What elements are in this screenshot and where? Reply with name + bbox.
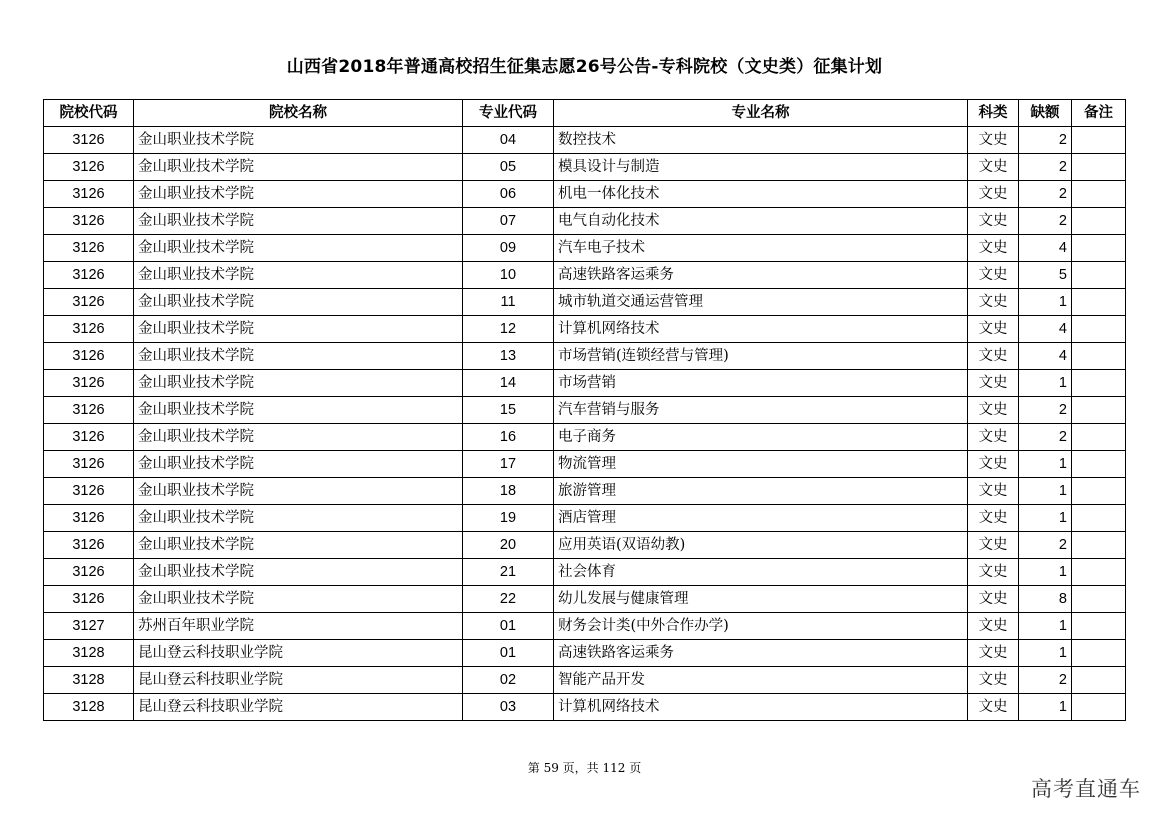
school-name-cell: 金山职业技术学院 [134, 289, 463, 316]
major-name-cell: 高速铁路客运乘务 [554, 640, 968, 667]
note-cell [1072, 559, 1126, 586]
major-name-cell: 电气自动化技术 [554, 208, 968, 235]
school-name-cell: 金山职业技术学院 [134, 154, 463, 181]
table-row [44, 262, 1126, 289]
quota-cell: 1 [1019, 505, 1072, 532]
page-footer: 第 59 页，共 112 页 [527, 761, 642, 775]
quota-cell: 1 [1019, 370, 1072, 397]
table-row [44, 289, 1126, 316]
note-cell [1072, 262, 1126, 289]
table-row [44, 694, 1126, 721]
major-name-cell: 市场营销(连锁经营与管理) [554, 343, 968, 370]
quota-cell: 1 [1019, 289, 1072, 316]
table-header-row [44, 100, 1126, 127]
quota-cell: 1 [1019, 478, 1072, 505]
school-name-cell: 金山职业技术学院 [134, 424, 463, 451]
major-code-cell: 02 [463, 667, 554, 694]
school-code-cell: 3126 [44, 289, 134, 316]
school-code-cell: 3126 [44, 370, 134, 397]
school-code-cell: 3126 [44, 451, 134, 478]
major-name-cell: 高速铁路客运乘务 [554, 262, 968, 289]
school-name-cell: 金山职业技术学院 [134, 586, 463, 613]
school-code-cell: 3126 [44, 559, 134, 586]
subject-cell: 文史 [968, 505, 1019, 532]
school-name-cell: 昆山登云科技职业学院 [134, 667, 463, 694]
table-row [44, 154, 1126, 181]
school-name-cell: 金山职业技术学院 [134, 532, 463, 559]
subject-cell: 文史 [968, 235, 1019, 262]
table-row [44, 370, 1126, 397]
note-cell [1072, 127, 1126, 154]
school-name-cell: 金山职业技术学院 [134, 208, 463, 235]
major-code-cell: 22 [463, 586, 554, 613]
major-code-cell: 04 [463, 127, 554, 154]
major-code-cell: 09 [463, 235, 554, 262]
school-name-cell: 苏州百年职业学院 [134, 613, 463, 640]
table-row [44, 235, 1126, 262]
subject-cell: 文史 [968, 478, 1019, 505]
quota-cell: 1 [1019, 640, 1072, 667]
school-name-cell: 金山职业技术学院 [134, 235, 463, 262]
subject-cell: 文史 [968, 208, 1019, 235]
note-cell [1072, 586, 1126, 613]
major-name-cell: 物流管理 [554, 451, 968, 478]
header-quota: 缺额 [1019, 100, 1072, 127]
note-cell [1072, 208, 1126, 235]
major-name-cell: 数控技术 [554, 127, 968, 154]
table-row [44, 613, 1126, 640]
table-row [44, 181, 1126, 208]
school-name-cell: 金山职业技术学院 [134, 127, 463, 154]
note-cell [1072, 640, 1126, 667]
major-code-cell: 13 [463, 343, 554, 370]
school-code-cell: 3128 [44, 640, 134, 667]
quota-cell: 4 [1019, 316, 1072, 343]
quota-cell: 2 [1019, 181, 1072, 208]
major-code-cell: 20 [463, 532, 554, 559]
table-body [44, 127, 1126, 721]
school-name-cell: 金山职业技术学院 [134, 505, 463, 532]
major-code-cell: 03 [463, 694, 554, 721]
major-name-cell: 市场营销 [554, 370, 968, 397]
major-code-cell: 05 [463, 154, 554, 181]
major-code-cell: 12 [463, 316, 554, 343]
major-code-cell: 21 [463, 559, 554, 586]
note-cell [1072, 451, 1126, 478]
table-row [44, 532, 1126, 559]
table-row [44, 559, 1126, 586]
header-major-name: 专业名称 [554, 100, 968, 127]
major-name-cell: 模具设计与制造 [554, 154, 968, 181]
subject-cell: 文史 [968, 640, 1019, 667]
note-cell [1072, 532, 1126, 559]
school-code-cell: 3126 [44, 586, 134, 613]
quota-cell: 1 [1019, 694, 1072, 721]
major-code-cell: 10 [463, 262, 554, 289]
subject-cell: 文史 [968, 343, 1019, 370]
major-code-cell: 14 [463, 370, 554, 397]
subject-cell: 文史 [968, 181, 1019, 208]
quota-cell: 2 [1019, 208, 1072, 235]
subject-cell: 文史 [968, 451, 1019, 478]
major-name-cell: 电子商务 [554, 424, 968, 451]
major-name-cell: 计算机网络技术 [554, 316, 968, 343]
quota-cell: 8 [1019, 586, 1072, 613]
quota-cell: 2 [1019, 424, 1072, 451]
major-code-cell: 15 [463, 397, 554, 424]
note-cell [1072, 505, 1126, 532]
school-name-cell: 金山职业技术学院 [134, 370, 463, 397]
major-name-cell: 旅游管理 [554, 478, 968, 505]
major-name-cell: 机电一体化技术 [554, 181, 968, 208]
note-cell [1072, 370, 1126, 397]
subject-cell: 文史 [968, 370, 1019, 397]
header-school-code: 院校代码 [44, 100, 134, 127]
note-cell [1072, 397, 1126, 424]
quota-cell: 4 [1019, 235, 1072, 262]
note-cell [1072, 154, 1126, 181]
subject-cell: 文史 [968, 694, 1019, 721]
school-code-cell: 3128 [44, 694, 134, 721]
school-code-cell: 3126 [44, 532, 134, 559]
quota-cell: 5 [1019, 262, 1072, 289]
subject-cell: 文史 [968, 262, 1019, 289]
school-code-cell: 3126 [44, 316, 134, 343]
table-row [44, 478, 1126, 505]
quota-cell: 1 [1019, 451, 1072, 478]
header-school-name: 院校名称 [134, 100, 463, 127]
major-name-cell: 汽车营销与服务 [554, 397, 968, 424]
major-code-cell: 01 [463, 613, 554, 640]
header-major-code: 专业代码 [463, 100, 554, 127]
school-code-cell: 3126 [44, 424, 134, 451]
quota-cell: 1 [1019, 613, 1072, 640]
subject-cell: 文史 [968, 127, 1019, 154]
major-code-cell: 01 [463, 640, 554, 667]
note-cell [1072, 289, 1126, 316]
school-name-cell: 金山职业技术学院 [134, 397, 463, 424]
subject-cell: 文史 [968, 532, 1019, 559]
enrollment-plan-table [43, 99, 1126, 721]
table-row [44, 316, 1126, 343]
school-code-cell: 3126 [44, 208, 134, 235]
major-name-cell: 城市轨道交通运营管理 [554, 289, 968, 316]
major-name-cell: 财务会计类(中外合作办学) [554, 613, 968, 640]
table-row [44, 397, 1126, 424]
quota-cell: 2 [1019, 667, 1072, 694]
table-row [44, 667, 1126, 694]
subject-cell: 文史 [968, 424, 1019, 451]
note-cell [1072, 343, 1126, 370]
major-name-cell: 应用英语(双语幼教) [554, 532, 968, 559]
header-note: 备注 [1072, 100, 1126, 127]
quota-cell: 2 [1019, 532, 1072, 559]
quota-cell: 2 [1019, 154, 1072, 181]
major-code-cell: 06 [463, 181, 554, 208]
school-code-cell: 3126 [44, 262, 134, 289]
major-code-cell: 16 [463, 424, 554, 451]
note-cell [1072, 667, 1126, 694]
major-code-cell: 19 [463, 505, 554, 532]
table-row [44, 208, 1126, 235]
subject-cell: 文史 [968, 397, 1019, 424]
major-name-cell: 幼儿发展与健康管理 [554, 586, 968, 613]
note-cell [1072, 478, 1126, 505]
school-name-cell: 金山职业技术学院 [134, 559, 463, 586]
watermark-logo: 高考直通车 [1031, 777, 1141, 801]
subject-cell: 文史 [968, 154, 1019, 181]
school-name-cell: 金山职业技术学院 [134, 181, 463, 208]
major-code-cell: 18 [463, 478, 554, 505]
major-code-cell: 11 [463, 289, 554, 316]
note-cell [1072, 613, 1126, 640]
subject-cell: 文史 [968, 586, 1019, 613]
school-code-cell: 3126 [44, 154, 134, 181]
subject-cell: 文史 [968, 613, 1019, 640]
note-cell [1072, 181, 1126, 208]
quota-cell: 2 [1019, 127, 1072, 154]
school-code-cell: 3126 [44, 478, 134, 505]
quota-cell: 2 [1019, 397, 1072, 424]
subject-cell: 文史 [968, 559, 1019, 586]
document-title: 山西省2018年普通高校招生征集志愿26号公告-专科院校（文史类）征集计划 [286, 57, 883, 77]
subject-cell: 文史 [968, 667, 1019, 694]
school-code-cell: 3126 [44, 343, 134, 370]
quota-cell: 1 [1019, 559, 1072, 586]
school-code-cell: 3127 [44, 613, 134, 640]
school-code-cell: 3126 [44, 235, 134, 262]
header-subject: 科类 [968, 100, 1019, 127]
school-name-cell: 金山职业技术学院 [134, 262, 463, 289]
table-row [44, 343, 1126, 370]
major-name-cell: 社会体育 [554, 559, 968, 586]
school-name-cell: 金山职业技术学院 [134, 343, 463, 370]
school-name-cell: 金山职业技术学院 [134, 451, 463, 478]
school-name-cell: 金山职业技术学院 [134, 316, 463, 343]
school-name-cell: 金山职业技术学院 [134, 478, 463, 505]
note-cell [1072, 424, 1126, 451]
table-row [44, 451, 1126, 478]
school-code-cell: 3126 [44, 505, 134, 532]
major-name-cell: 汽车电子技术 [554, 235, 968, 262]
major-code-cell: 07 [463, 208, 554, 235]
note-cell [1072, 694, 1126, 721]
school-name-cell: 昆山登云科技职业学院 [134, 694, 463, 721]
major-name-cell: 智能产品开发 [554, 667, 968, 694]
subject-cell: 文史 [968, 316, 1019, 343]
major-code-cell: 17 [463, 451, 554, 478]
table-row [44, 586, 1126, 613]
subject-cell: 文史 [968, 289, 1019, 316]
major-name-cell: 计算机网络技术 [554, 694, 968, 721]
school-code-cell: 3126 [44, 181, 134, 208]
table-row [44, 640, 1126, 667]
school-name-cell: 昆山登云科技职业学院 [134, 640, 463, 667]
school-code-cell: 3128 [44, 667, 134, 694]
note-cell [1072, 235, 1126, 262]
quota-cell: 4 [1019, 343, 1072, 370]
table-row [44, 505, 1126, 532]
school-code-cell: 3126 [44, 397, 134, 424]
major-name-cell: 酒店管理 [554, 505, 968, 532]
table-row [44, 424, 1126, 451]
note-cell [1072, 316, 1126, 343]
school-code-cell: 3126 [44, 127, 134, 154]
table-row [44, 127, 1126, 154]
